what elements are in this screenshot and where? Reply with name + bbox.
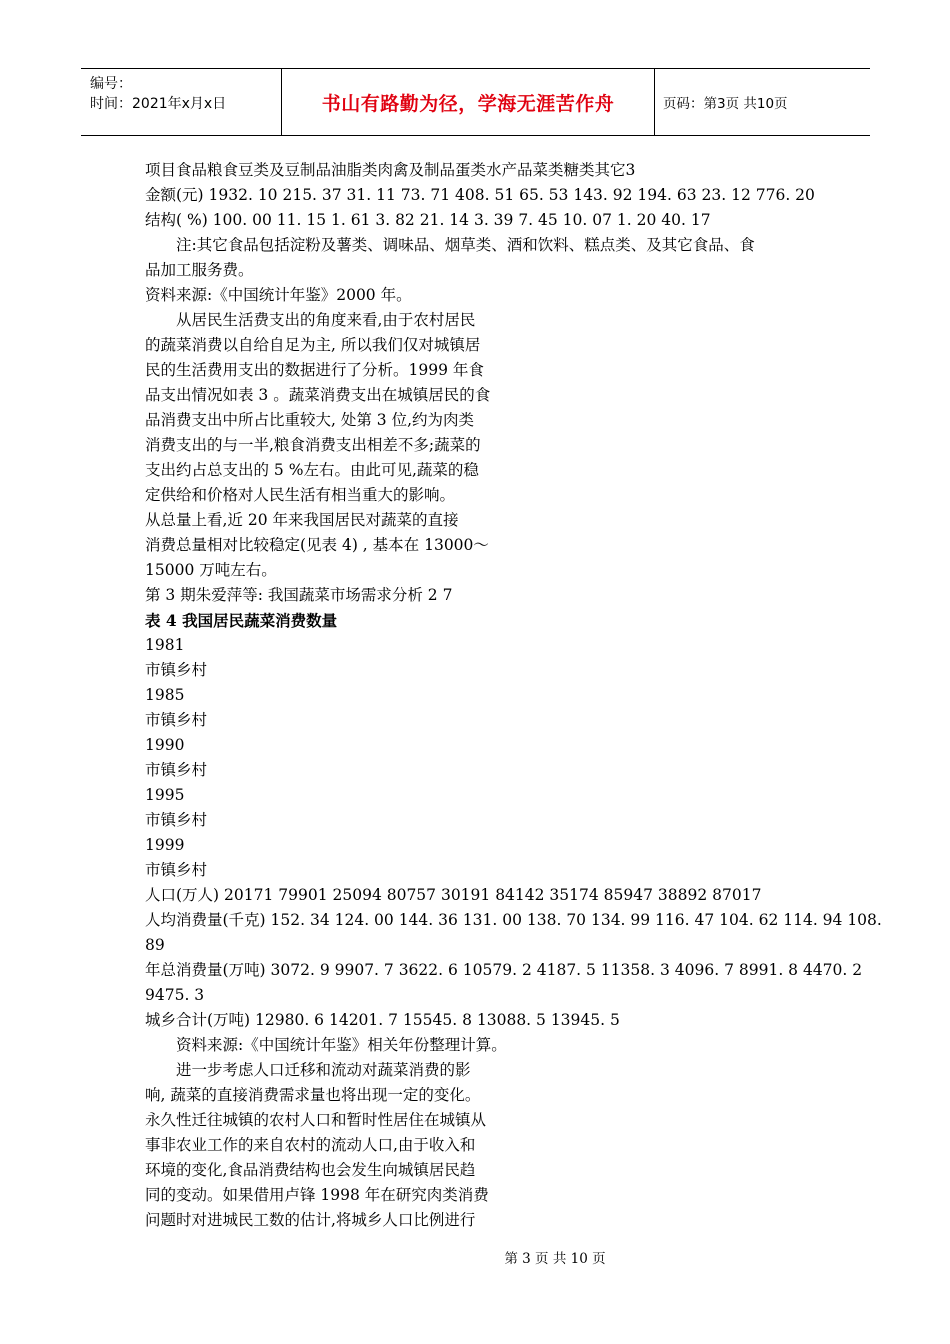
text-line: 同的变动。如果借用卢锋 1998 年在研究肉类消费 bbox=[145, 1186, 489, 1204]
text-line: 9475. 3 bbox=[145, 986, 205, 1004]
text-line: 市镇乡村 bbox=[145, 811, 208, 829]
text-line: 注:其它食品包括淀粉及薯类、调味品、烟草类、酒和饮料、糕点类、及其它食品、食 bbox=[176, 236, 755, 254]
text-line: 资料来源:《中国统计年鉴》2000 年。 bbox=[145, 286, 412, 304]
page-footer: 第 3 页 共 10 页 bbox=[504, 1251, 606, 1267]
text-line: 表 4 我国居民蔬菜消费数量 bbox=[145, 611, 338, 630]
text-line: 89 bbox=[145, 936, 165, 954]
text-line: 进一步考虑人口迁移和流动对蔬菜消费的影 bbox=[176, 1061, 471, 1079]
text-line: 响, 蔬菜的直接消费需求量也将出现一定的变化。 bbox=[145, 1086, 481, 1104]
header-motto: 书山有路勤为径，学海无涯苦作舟 bbox=[282, 69, 655, 135]
text-line: 定供给和价格对人民生活有相当重大的影响。 bbox=[145, 486, 456, 504]
page-header bbox=[81, 68, 870, 136]
text-line: 消费支出的与一半,粮食消费支出相差不多;蔬菜的 bbox=[145, 436, 481, 454]
text-line: 品支出情况如表 3 。蔬菜消费支出在城镇居民的食 bbox=[145, 386, 491, 404]
text-line: 支出约占总支出的 5 %左右。由此可见,蔬菜的稳 bbox=[145, 461, 479, 479]
text-line: 消费总量相对比较稳定(见表 4) , 基本在 13000～ bbox=[145, 536, 489, 554]
header-page-label: 页码：第3页 共10页 bbox=[663, 96, 788, 112]
text-line: 市镇乡村 bbox=[145, 661, 208, 679]
text-line: 资料来源:《中国统计年鉴》相关年份整理计算。 bbox=[176, 1036, 507, 1054]
text-line: 1990 bbox=[145, 736, 185, 754]
text-line: 市镇乡村 bbox=[145, 761, 208, 779]
text-line: 1995 bbox=[145, 786, 185, 804]
number-label: 编号： bbox=[90, 76, 132, 92]
header-meta bbox=[81, 69, 282, 135]
text-line: 1981 bbox=[145, 636, 185, 654]
text-line: 事非农业工作的来自农村的流动人口,由于收入和 bbox=[145, 1136, 476, 1154]
document-body bbox=[145, 158, 882, 1233]
text-line: 的蔬菜消费以自给自足为主, 所以我们仅对城镇居 bbox=[145, 336, 481, 354]
text-line: 年总消费量(万吨) 3072. 9 9907. 7 3622. 6 10579. 2 4187. 5 11358. 3 4096. 7 8991. 8 4470. 2 bbox=[145, 961, 863, 979]
text-line: 品消费支出中所占比重较大, 处第 3 位,约为肉类 bbox=[145, 411, 474, 429]
text-line: 问题时对进城民工数的估计,将城乡人口比例进行 bbox=[145, 1211, 476, 1229]
text-line: 环境的变化,食品消费结构也会发生向城镇居民趋 bbox=[145, 1161, 476, 1179]
text-line: 品加工服务费。 bbox=[145, 261, 254, 279]
date-label: 时间：2021年x月x日 bbox=[90, 96, 227, 112]
text-line: 金额(元) 1932. 10 215. 37 31. 11 73. 71 408. 51 65. 53 143. 92 194. 63 23. 12 776. 20 bbox=[145, 186, 815, 204]
text-line: 第 3 期朱爱萍等: 我国蔬菜市场需求分析 2 7 bbox=[145, 586, 453, 604]
text-line: 人均消费量(千克) 152. 34 124. 00 144. 36 131. 00 138. 70 134. 99 116. 47 104. 62 114. 94 108. bbox=[145, 911, 882, 929]
text-line: 项目食品粮食豆类及豆制品油脂类肉禽及制品蛋类水产品菜类糖类其它3 bbox=[145, 161, 636, 179]
text-line: 1999 bbox=[145, 836, 185, 854]
text-line: 15000 万吨左右。 bbox=[145, 561, 277, 579]
text-line: 从总量上看,近 20 年来我国居民对蔬菜的直接 bbox=[145, 511, 459, 529]
text-line: 市镇乡村 bbox=[145, 861, 208, 879]
text-line: 永久性迁往城镇的农村人口和暂时性居住在城镇从 bbox=[145, 1111, 487, 1129]
text-line: 从居民生活费支出的角度来看,由于农村居民 bbox=[176, 311, 476, 329]
text-line: 市镇乡村 bbox=[145, 711, 208, 729]
text-line: 民的生活费用支出的数据进行了分析。1999 年食 bbox=[145, 361, 484, 379]
text-line: 人口(万人) 20171 79901 25094 80757 30191 84142 35174 85947 38892 87017 bbox=[145, 886, 762, 904]
text-line: 1985 bbox=[145, 686, 185, 704]
text-line: 结构( %) 100. 00 11. 15 1. 61 3. 82 21. 14 3. 39 7. 45 10. 07 1. 20 40. 17 bbox=[145, 211, 711, 229]
text-line: 城乡合计(万吨) 12980. 6 14201. 7 15545. 8 13088. 5 13945. 5 bbox=[145, 1011, 620, 1029]
